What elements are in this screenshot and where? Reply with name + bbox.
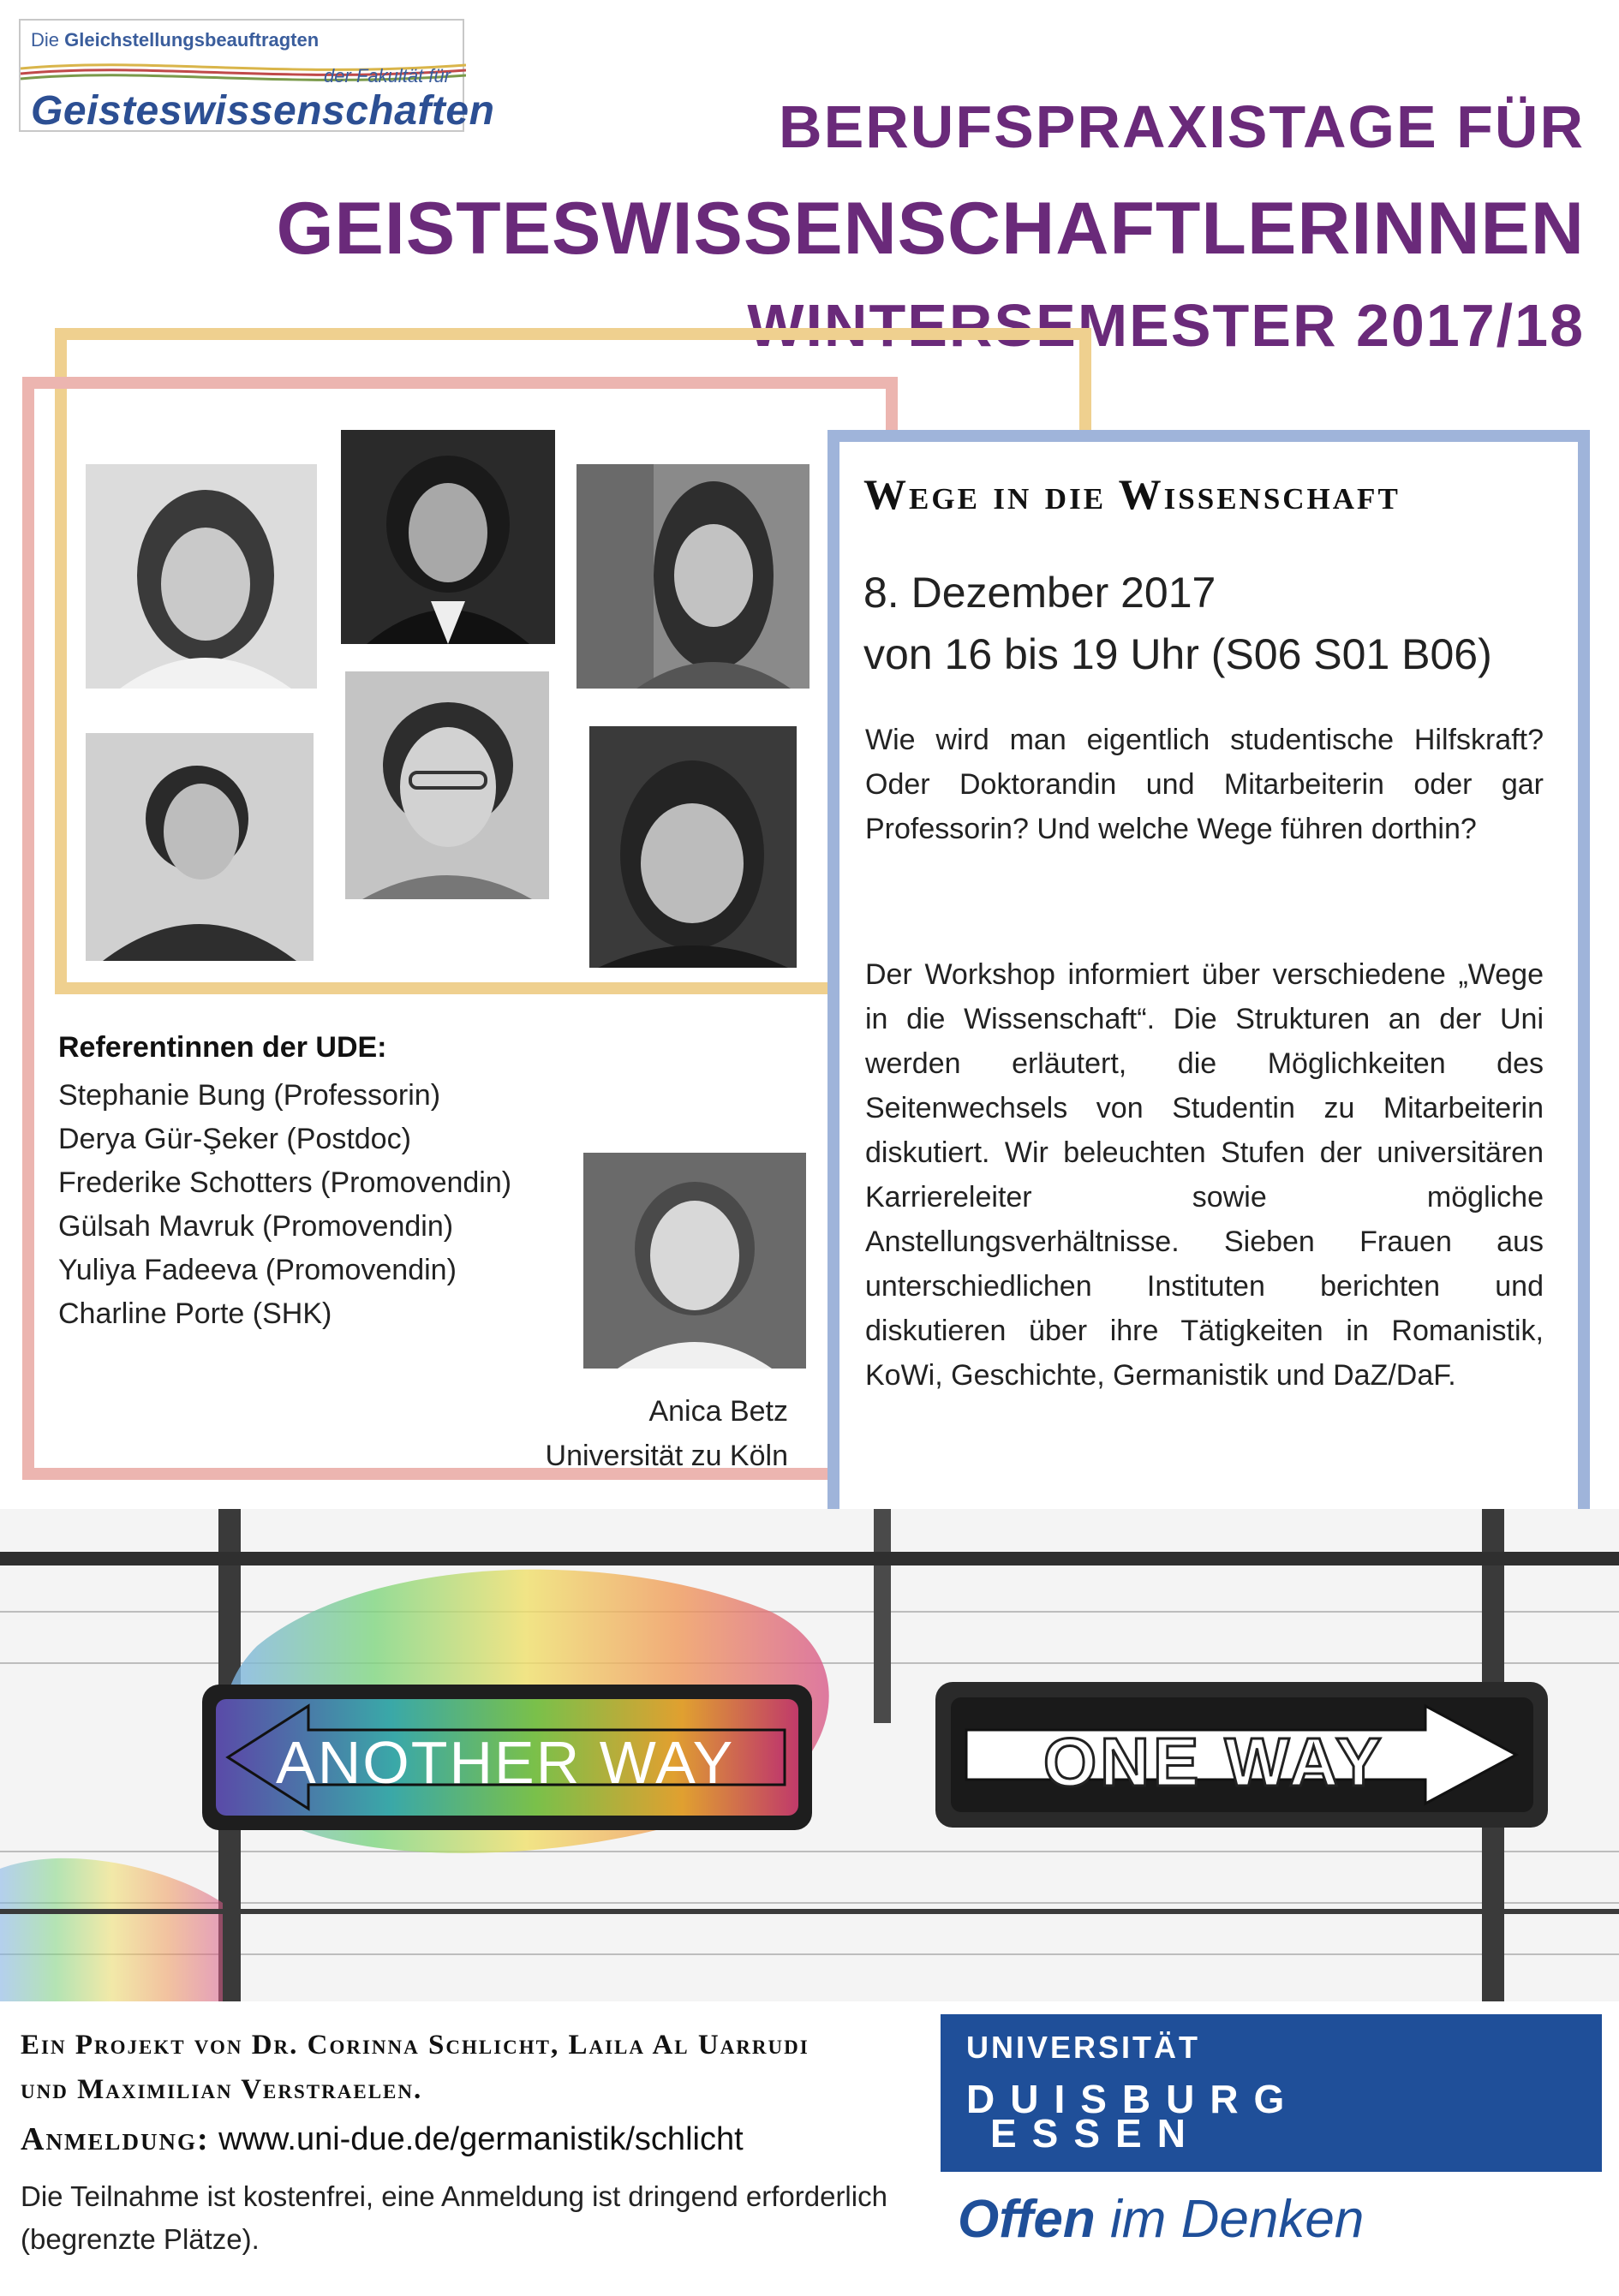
ude-line3: ESSEN [990, 2111, 1201, 2156]
portrait-icon [589, 726, 797, 968]
ude-line1: UNIVERSITÄT [966, 2030, 1201, 2065]
portrait-icon [341, 430, 555, 644]
project-line1: Ein Projekt von Dr. Corinna Schlicht, Laila Al Uarrudi [21, 2030, 810, 2060]
logo-line1: Die Gleichstellungsbeauftragten [31, 29, 320, 51]
list-item: Derya Gür-Şeker (Postdoc) [58, 1123, 411, 1155]
registration-note: Die Teilnahme ist kostenfrei, eine Anmeldung ist dringend erforderlich (begrenzte Plätze). [21, 2180, 887, 2255]
title-line3: WINTERSEMESTER 2017/18 [747, 292, 1585, 359]
speaker-photo-2 [341, 430, 555, 644]
portrait-icon [583, 1153, 806, 1369]
registration-label: Anmeldung: [21, 2121, 210, 2157]
project-line2: und Maximilian Verstraelen. [21, 2074, 423, 2105]
sign-one-way: ONE WAY [1043, 1724, 1385, 1800]
portrait-icon [345, 671, 549, 899]
logo-line2: der Fakultät für [324, 65, 451, 86]
registration [21, 2120, 744, 2158]
speakers-list [58, 1074, 511, 1336]
speaker-photo-6 [589, 726, 797, 968]
portrait-icon [86, 733, 314, 961]
sign-another-way: ANOTHER WAY [276, 1729, 735, 1796]
list-item: Charline Porte (SHK) [58, 1297, 332, 1330]
portrait-icon [577, 464, 810, 689]
portrait-icon [86, 464, 317, 689]
speaker-photo-5 [345, 671, 549, 899]
project-credits [21, 2023, 894, 2112]
faculty-logo [19, 19, 495, 134]
slogan-rest: im Denken [1095, 2190, 1365, 2249]
logo-line3: Geisteswissenschaften [31, 88, 495, 134]
speaker-photo-1 [86, 464, 317, 689]
event-date-line1: 8. Dezember 2017 [863, 569, 1216, 617]
list-item: Gülsah Mavruk (Promovendin) [58, 1210, 454, 1243]
event-date-line2: von 16 bis 19 Uhr (S06 S01 B06) [863, 630, 1492, 678]
guest-affiliation: Universität zu Köln [545, 1440, 788, 1472]
speaker-photo-3 [577, 464, 810, 689]
ude-slogan [958, 2189, 1364, 2250]
registration-link[interactable]: www.uni-due.de/germanistik/schlicht [209, 2121, 744, 2157]
list-item: Frederike Schotters (Promovendin) [58, 1166, 512, 1199]
event-description-1: Wie wird man eigentlich studentische Hilfskraft? Oder Doktorandin und Mitarbeiterin oder gar Professorin? Und welche Wege führen dorthin? [865, 724, 1544, 845]
guest-photo [583, 1153, 806, 1369]
title-line1: BERUFSPRAXISTAGE FÜR [779, 93, 1585, 160]
guest-caption [514, 1389, 788, 1478]
event-title: Wege in die Wissenschaft [863, 470, 1401, 518]
list-item: Yuliya Fadeeva (Promovendin) [58, 1254, 457, 1286]
event-date [863, 562, 1492, 685]
speaker-photo-4 [86, 733, 314, 961]
event-description-2: Der Workshop informiert über verschiedene „Wege in die Wissenschaft“. Die Strukturen an der Uni werden erläutert, die Möglichkeiten des Seitenwechsels von Studentin zu Mitarbeiterin diskutiert. Wir beleuchten Stufen der universitären Karriereleiter sowie mögliche Anstellungsverhältnisse. Sieben Frauen aus unterschiedlichen Instituten berichten und diskutieren über ihre Tätigkeiten in Romanistik, KoWi, Geschichte, Germanistik und DaZ/DaF. [865, 958, 1544, 1392]
slogan-bold: Offen [958, 2190, 1096, 2249]
speakers-heading: Referentinnen der UDE: [58, 1031, 387, 1064]
ude-logo [941, 2014, 1602, 2172]
list-item: Stephanie Bung (Professorin) [58, 1079, 441, 1112]
title-line2: GEISTESWISSENSCHAFTLERINNEN [276, 188, 1585, 270]
guest-name: Anica Betz [648, 1395, 788, 1428]
ude-line2: DUISBURG [966, 2077, 1300, 2121]
